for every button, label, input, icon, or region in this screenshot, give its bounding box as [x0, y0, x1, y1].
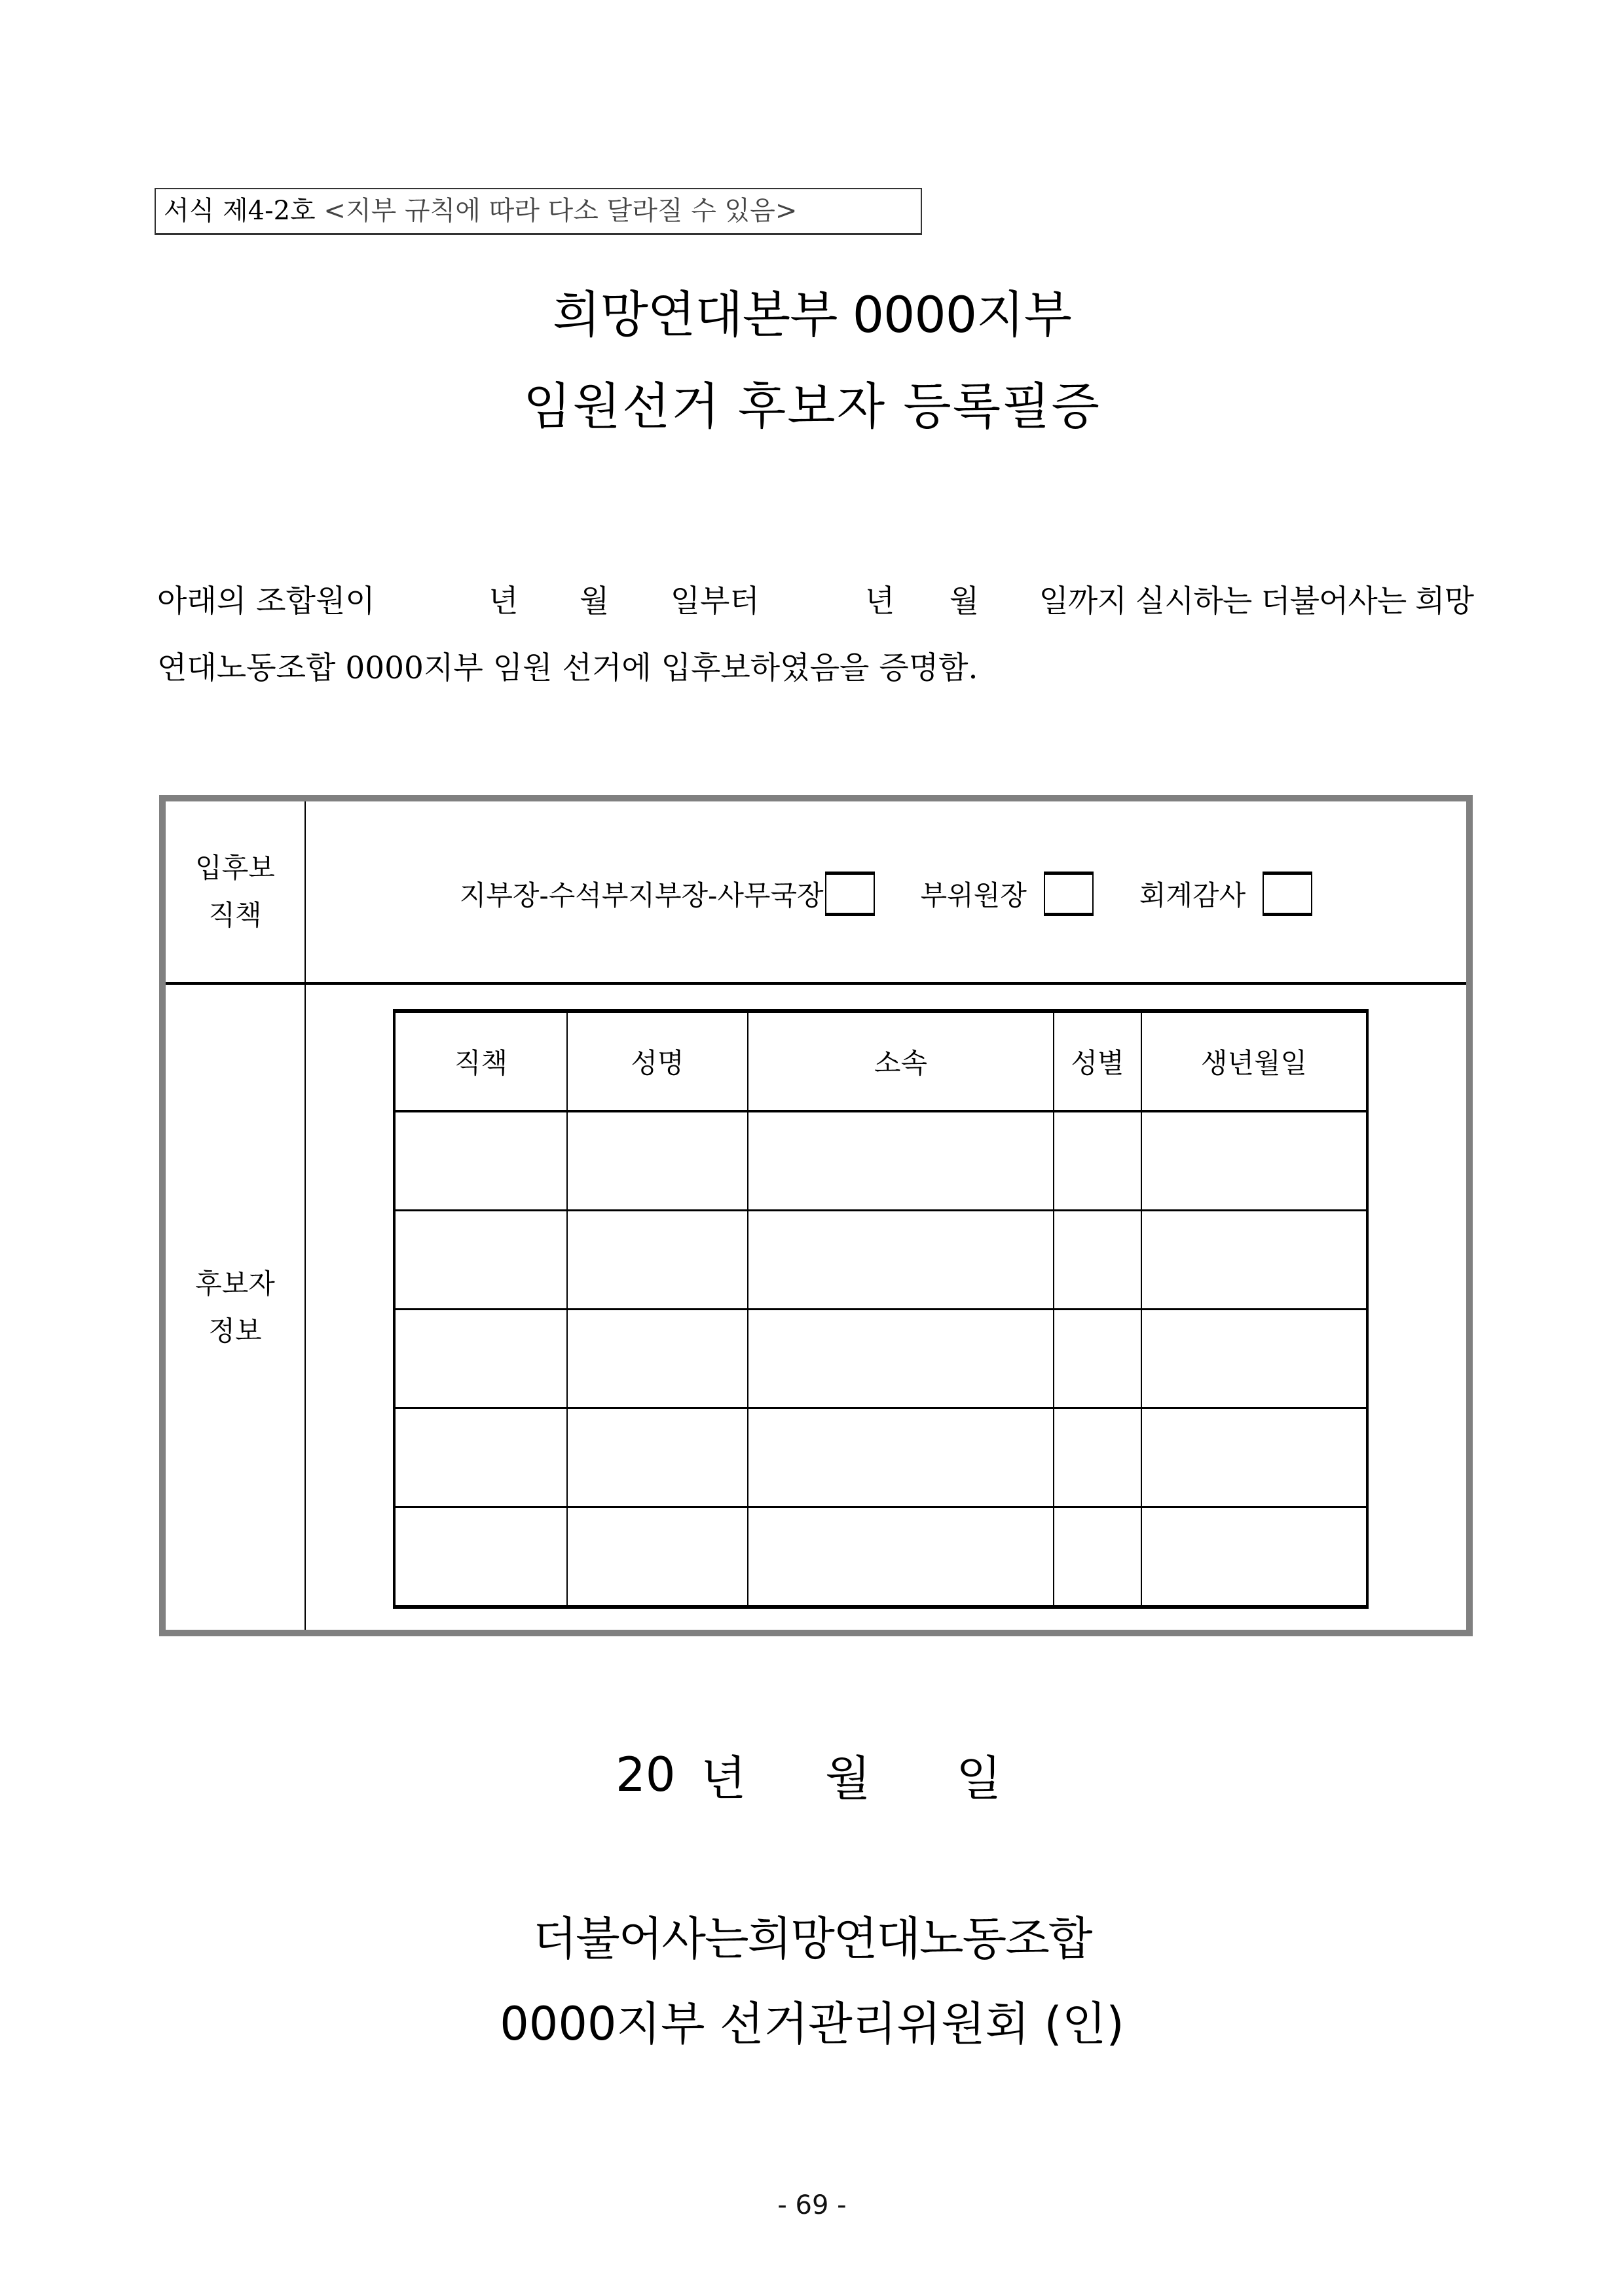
- column-header-birthdate: 생년월일: [1141, 1011, 1367, 1111]
- cell-name[interactable]: [567, 1507, 748, 1607]
- body-text-line1: [157, 583, 1473, 619]
- column-header-position: 직책: [394, 1011, 567, 1111]
- cell-affiliation[interactable]: [748, 1111, 1054, 1211]
- column-header-name: 성명: [567, 1011, 748, 1111]
- cell-position[interactable]: [394, 1111, 567, 1211]
- cell-name[interactable]: [567, 1408, 748, 1507]
- candidate-row-label: [166, 1260, 304, 1355]
- position-option-branch-head: [460, 872, 875, 916]
- table-row: [394, 1408, 1367, 1507]
- checkbox-branch-head[interactable]: [825, 872, 875, 916]
- cell-name[interactable]: [567, 1310, 748, 1408]
- body-text-line2: 연대노동조합 0000지부 임원 선거에 입후보하였음을 증명함.: [157, 650, 978, 686]
- cell-gender[interactable]: [1054, 1310, 1141, 1408]
- table-header-row: [394, 1011, 1367, 1111]
- position-row-label: [166, 845, 304, 939]
- column-header-affiliation: 소속: [748, 1011, 1054, 1111]
- page-number: - 69 -: [777, 2190, 847, 2220]
- position-option-vice-chair: [921, 872, 1094, 916]
- table-row: [394, 1211, 1367, 1310]
- cell-gender[interactable]: [1054, 1211, 1141, 1310]
- candidate-label-line1: 후보자: [195, 1268, 275, 1300]
- cell-gender[interactable]: [1054, 1507, 1141, 1607]
- position-label-line1: 입후보: [195, 852, 275, 884]
- date-year-label: 년: [701, 1751, 747, 1806]
- cell-affiliation[interactable]: [748, 1211, 1054, 1310]
- cell-birthdate[interactable]: [1141, 1408, 1367, 1507]
- cell-birthdate[interactable]: [1141, 1310, 1367, 1408]
- cell-birthdate[interactable]: [1141, 1111, 1367, 1211]
- candidate-label-line2: 정보: [208, 1315, 262, 1347]
- cell-name[interactable]: [567, 1211, 748, 1310]
- issuer-line1: 더불어사는희망연대노동조합: [532, 1912, 1092, 1966]
- cell-gender[interactable]: [1054, 1408, 1141, 1507]
- form-number: 서식 제4-2호: [164, 196, 316, 226]
- position-label-line2: 직책: [208, 899, 262, 931]
- cell-name[interactable]: [567, 1111, 748, 1211]
- date-year-prefix: 20: [616, 1747, 676, 1802]
- issue-date: [616, 1745, 1074, 1804]
- cell-affiliation[interactable]: [748, 1310, 1054, 1408]
- body-text-segment: 일까지 실시하는 더불어사는 희망: [1039, 583, 1473, 619]
- cell-position[interactable]: [394, 1211, 567, 1310]
- cell-birthdate[interactable]: [1141, 1507, 1367, 1607]
- cell-position[interactable]: [394, 1310, 567, 1408]
- body-text-segment: 일부터: [670, 583, 760, 619]
- position-option-label: 부위원장: [920, 879, 1027, 911]
- cell-gender[interactable]: [1054, 1111, 1141, 1211]
- body-text-segment: 월: [579, 583, 610, 619]
- candidate-info-table: [393, 1009, 1369, 1609]
- position-options: [306, 871, 1466, 917]
- table-row: [394, 1111, 1367, 1211]
- row-divider: [166, 982, 1466, 985]
- document-title-line2: 임원선거 후보자 등록필증: [523, 377, 1101, 435]
- issuer-line2: 0000지부 선거관리위원회 (인): [500, 1997, 1124, 2051]
- document-title-line1: 희망연대본부 0000지부: [553, 285, 1071, 344]
- body-text-segment: 년: [864, 583, 895, 619]
- cell-affiliation[interactable]: [748, 1408, 1054, 1507]
- body-text-segment: 월: [949, 583, 980, 619]
- cell-position[interactable]: [394, 1408, 567, 1507]
- date-month-label: 월: [825, 1751, 871, 1806]
- position-option-label: 지부장-수석부지부장-사무국장: [459, 879, 824, 911]
- form-note: <지부 규칙에 따라 다소 달라질 수 있음>: [323, 196, 798, 226]
- column-header-gender: 성별: [1054, 1011, 1141, 1111]
- body-text-segment: 아래의 조합원이: [157, 583, 375, 619]
- cell-birthdate[interactable]: [1141, 1211, 1367, 1310]
- label-column-divider: [304, 801, 306, 1630]
- position-option-auditor: [1139, 872, 1312, 916]
- checkbox-auditor[interactable]: [1263, 872, 1312, 916]
- table-row: [394, 1310, 1367, 1408]
- table-row: [394, 1507, 1367, 1607]
- position-option-label: 회계감사: [1139, 879, 1246, 911]
- cell-position[interactable]: [394, 1507, 567, 1607]
- cell-affiliation[interactable]: [748, 1507, 1054, 1607]
- checkbox-vice-chair[interactable]: [1044, 872, 1094, 916]
- form-number-label: [155, 188, 922, 235]
- body-text-segment: 년: [489, 583, 519, 619]
- date-day-label: 일: [956, 1751, 1002, 1806]
